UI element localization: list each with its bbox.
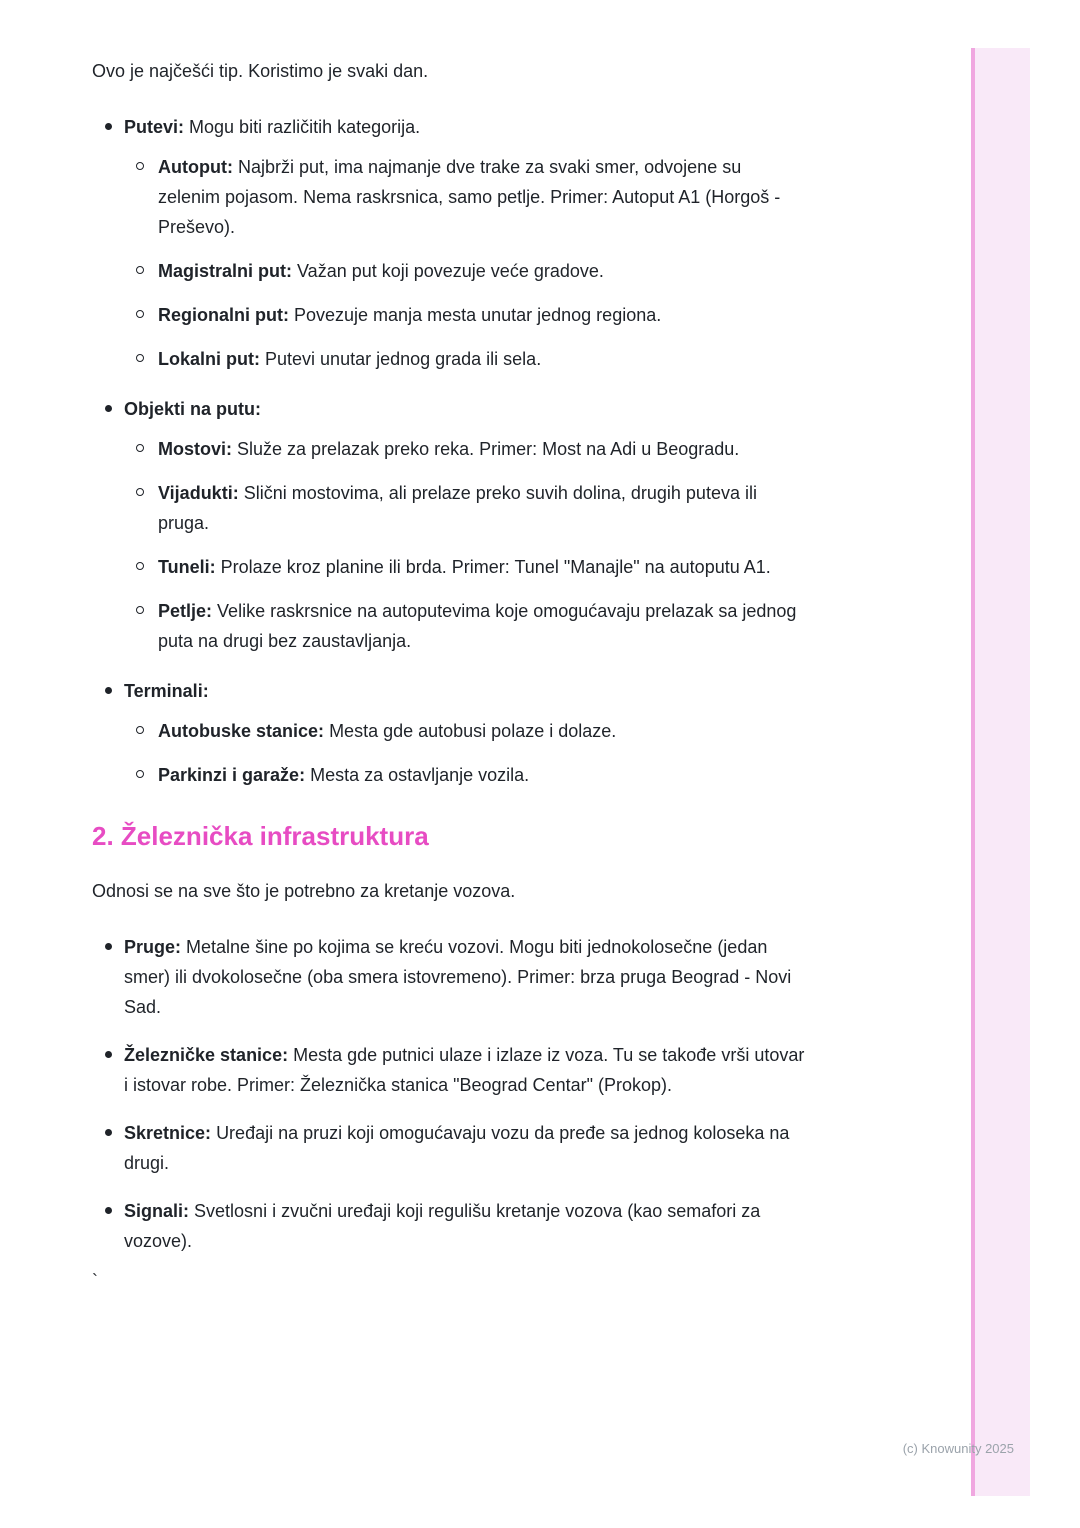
list-item-text xyxy=(158,152,808,242)
item-text: Metalne šine po kojima se kreću vozovi. Mogu biti jednokolosečne (jedan smer) ili dvokolosečne (oba smera istovremeno). Primer: brza pruga Beograd - Novi Sad. xyxy=(124,937,792,1017)
circle-bullet-icon xyxy=(124,256,158,286)
sub-list-item-parkinzi-i-garaze xyxy=(124,760,808,790)
list-item-body xyxy=(158,596,808,656)
list-item-text xyxy=(124,1118,808,1178)
item-label: Magistralni put: xyxy=(158,261,292,281)
list-item-text xyxy=(124,394,808,424)
list-item-text xyxy=(158,716,808,746)
list-item-body xyxy=(158,552,808,582)
item-label: Pruge: xyxy=(124,937,182,957)
item-label: Parkinzi i garaže: xyxy=(158,765,306,785)
item-text: Mogu biti različitih kategorija. xyxy=(189,117,421,137)
list-item-body xyxy=(124,932,808,1022)
list-item-zeleznicke-stanice xyxy=(92,1040,808,1100)
item-label: Autoput: xyxy=(158,157,233,177)
item-text: Mesta za ostavljanje vozila. xyxy=(310,765,530,785)
list-item-body xyxy=(158,716,808,746)
section-heading-zeleznicka-infrastruktura: 2. Železnička infrastruktura xyxy=(92,821,429,851)
item-text: Služe za prelazak preko reka. Primer: Most na Adi u Beogradu. xyxy=(237,439,740,459)
sub-list-item-autobuske-stanice xyxy=(124,716,808,746)
item-label: Petlje: xyxy=(158,601,213,621)
list-item-body xyxy=(124,112,808,374)
rail-infrastructure-list xyxy=(92,932,808,1256)
list-item-body xyxy=(158,478,808,538)
sub-list-item-vijadukti xyxy=(124,478,808,538)
list-item-text xyxy=(124,676,808,706)
item-text: Povezuje manja mesta unutar jednog regiona. xyxy=(294,305,662,325)
list-item-skretnice xyxy=(92,1118,808,1178)
bullet-icon xyxy=(92,1196,124,1256)
sub-list-item-tuneli xyxy=(124,552,808,582)
list-item-text xyxy=(158,344,808,374)
item-label: Mostovi: xyxy=(158,439,232,459)
list-item-body xyxy=(124,394,808,656)
item-label: Železničke stanice: xyxy=(124,1045,289,1065)
circle-bullet-icon xyxy=(124,760,158,790)
circle-bullet-icon xyxy=(124,596,158,656)
item-text: Velike raskrsnice na autoputevima koje omogućavaju prelazak sa jednog puta na drugi bez zaustavljanja. xyxy=(158,601,797,651)
bullet-icon xyxy=(92,932,124,1022)
circle-bullet-icon xyxy=(124,434,158,464)
rail-intro-paragraph: Odnosi se na sve što je potrebno za kretanje vozova. xyxy=(92,881,516,901)
sub-list-item-autoput xyxy=(124,152,808,242)
item-label: Lokalni put: xyxy=(158,349,260,369)
sub-list-terminali xyxy=(124,716,808,790)
item-label: Skretnice: xyxy=(124,1123,212,1143)
list-item-body xyxy=(158,434,808,464)
list-item-text xyxy=(158,478,808,538)
item-label: Vijadukti: xyxy=(158,483,239,503)
item-label: Putevi: xyxy=(124,117,185,137)
intro-paragraph: Ovo je najčešći tip. Koristimo je svaki dan. xyxy=(92,61,429,81)
list-item-objekti-na-putu xyxy=(92,394,808,656)
item-text: Važan put koji povezuje veće gradove. xyxy=(297,261,604,281)
list-item-text xyxy=(158,256,808,286)
sub-list-objekti xyxy=(124,434,808,656)
page-footer: (c) Knowunity 2025 xyxy=(902,1441,1014,1456)
circle-bullet-icon xyxy=(124,478,158,538)
list-item-body xyxy=(158,344,808,374)
list-item-body xyxy=(158,152,808,242)
list-item-text xyxy=(158,760,808,790)
list-item-text xyxy=(124,932,808,1022)
item-label: Objekti na putu: xyxy=(124,399,261,419)
list-item-terminali xyxy=(92,676,808,790)
sub-list-item-lokalni-put xyxy=(124,344,808,374)
item-label: Autobuske stanice: xyxy=(158,721,325,741)
list-item-pruge xyxy=(92,932,808,1022)
list-item-text xyxy=(124,1040,808,1100)
circle-bullet-icon xyxy=(124,300,158,330)
list-item-body xyxy=(124,1196,808,1256)
bullet-icon xyxy=(92,1040,124,1100)
list-item-putevi xyxy=(92,112,808,374)
list-item-text xyxy=(158,300,808,330)
list-item-body xyxy=(158,300,808,330)
item-label: Signali: xyxy=(124,1201,190,1221)
list-item-text xyxy=(158,596,808,656)
sub-list-item-petlje xyxy=(124,596,808,656)
sub-list-putevi xyxy=(124,152,808,374)
list-item-text xyxy=(124,112,808,142)
circle-bullet-icon xyxy=(124,152,158,242)
item-label: Terminali: xyxy=(124,681,209,701)
item-text: Mesta gde putnici ulaze i izlaze iz voza. Tu se takođe vrši utovar i istovar robe. Primer: Železnička stanica "Beograd Centar" (Prokop). xyxy=(124,1045,805,1095)
circle-bullet-icon xyxy=(124,344,158,374)
item-label: Regionalni put: xyxy=(158,305,289,325)
list-item-text xyxy=(124,1196,808,1256)
circle-bullet-icon xyxy=(124,552,158,582)
list-item-body xyxy=(158,760,808,790)
sub-list-item-regionalni-put xyxy=(124,300,808,330)
item-text: Prolaze kroz planine ili brda. Primer: Tunel "Manajle" na autoputu A1. xyxy=(220,557,771,577)
bullet-icon xyxy=(92,112,124,374)
list-item-body xyxy=(124,676,808,790)
bullet-icon xyxy=(92,1118,124,1178)
side-highlight-stripe xyxy=(971,48,1030,1496)
circle-bullet-icon xyxy=(124,716,158,746)
bullet-icon xyxy=(92,394,124,656)
bullet-icon xyxy=(92,676,124,790)
item-label: Tuneli: xyxy=(158,557,216,577)
road-infrastructure-list xyxy=(92,112,808,790)
item-text: Uređaji na pruzi koji omogućavaju vozu da pređe sa jednog koloseka na drugi. xyxy=(124,1123,790,1173)
list-item-body xyxy=(124,1040,808,1100)
item-text: Najbrži put, ima najmanje dve trake za svaki smer, odvojene su zelenim pojasom. Nema raskrsnica, samo petlje. Primer: Autoput A1 (Horgoš - Preševo). xyxy=(158,157,781,237)
document-body xyxy=(92,56,808,1296)
item-text: Svetlosni i zvučni uređaji koji regulišu kretanje vozova (kao semafori za vozove). xyxy=(124,1201,761,1251)
item-text: Putevi unutar jednog grada ili sela. xyxy=(265,349,542,369)
list-item-text xyxy=(158,434,808,464)
item-text: Mesta gde autobusi polaze i dolaze. xyxy=(329,721,617,741)
sub-list-item-magistralni-put xyxy=(124,256,808,286)
sub-list-item-mostovi xyxy=(124,434,808,464)
item-text: Slični mostovima, ali prelaze preko suvih dolina, drugih puteva ili pruga. xyxy=(158,483,757,533)
list-item-signali xyxy=(92,1196,808,1256)
list-item-body xyxy=(124,1118,808,1178)
list-item-body xyxy=(158,256,808,286)
list-item-text xyxy=(158,552,808,582)
stray-character: ` xyxy=(92,1271,98,1291)
